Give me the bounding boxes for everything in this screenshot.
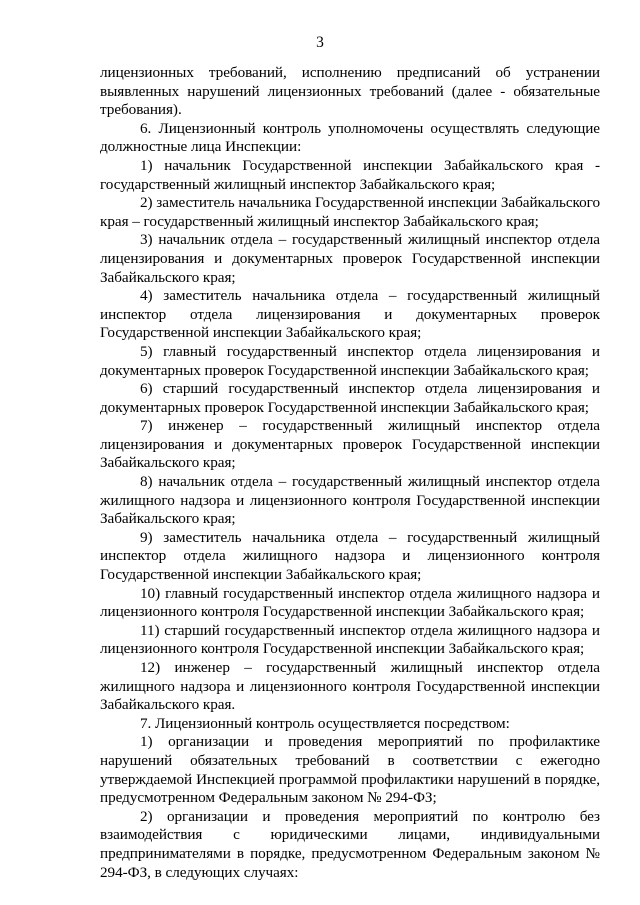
list-item: 3) начальник отдела – государственный жилищный инспектор отдела лицензирования и документарных проверок Государственной инспекции Забайкальского края; bbox=[100, 231, 600, 286]
paragraph: 7. Лицензионный контроль осуществляется посредством: bbox=[140, 714, 510, 732]
list-item: 8) начальник отдела – государственный жилищный инспектор отдела жилищного надзора и лицензионного контроля Государственной инспекции Забайкальского края; bbox=[100, 473, 600, 528]
list-item: 4) заместитель начальника отдела – государственный жилищный инспектор отдела лицензирования и документарных проверок Государственной инспекции Забайкальского края; bbox=[100, 287, 600, 342]
list-item: 10) главный государственный инспектор отдела жилищного надзора и лицензионного контроля Государственной инспекции Забайкальского края; bbox=[100, 584, 600, 621]
list-item: 12) инженер – государственный жилищный инспектор отдела жилищного надзора и лицензионного контроля Государственной инспекции Забайкальского края. bbox=[100, 659, 600, 714]
list-item: 2) организации и проведения мероприятий по контролю без взаимодействия с юридическими лицами, индивидуальными предпринимателями в порядке, предусмотренном Федеральным законом № 294-ФЗ, в следующих случаях: bbox=[100, 807, 600, 881]
list-item: 7) инженер – государственный жилищный инспектор отдела лицензирования и документарных проверок Государственной инспекции Забайкальского края; bbox=[100, 417, 600, 472]
list-item: 1) организации и проведения мероприятий по профилактике нарушений обязательных требований в соответствии с ежегодно утверждаемой Инспекцией программой профилактики нарушений в порядке, предусмотренном Федеральным законом № 294-ФЗ; bbox=[100, 733, 600, 807]
list-item: 5) главный государственный инспектор отдела лицензирования и документарных проверок Государственной инспекции Забайкальского края; bbox=[100, 342, 600, 379]
list-item: 1) начальник Государственной инспекции Забайкальского края - государственный жилищный инспектор Забайкальского края; bbox=[100, 156, 600, 193]
page-number: 3 bbox=[316, 34, 324, 51]
list-item: 11) старший государственный инспектор отдела жилищного надзора и лицензионного контроля Государственной инспекции Забайкальского края; bbox=[100, 621, 600, 658]
document-body bbox=[100, 64, 600, 882]
list-item: 6) старший государственный инспектор отдела лицензирования и документарных проверок Государственной инспекции Забайкальского края; bbox=[100, 380, 600, 416]
paragraph: 6. Лицензионный контроль уполномочены осуществлять следующие должностные лица Инспекции: bbox=[100, 119, 600, 156]
list-item: 9) заместитель начальника отдела – государственный жилищный инспектор отдела жилищного надзора и лицензионного контроля Государственной инспекции Забайкальского края; bbox=[100, 528, 600, 584]
paragraph: лицензионных требований, исполнению предписаний об устранении выявленных нарушений лицензионных требований (далее - обязательные требования). bbox=[100, 64, 600, 119]
list-item: 2) заместитель начальника Государственной инспекции Забайкальского края – государственный жилищный инспектор Забайкальского края; bbox=[100, 194, 600, 230]
